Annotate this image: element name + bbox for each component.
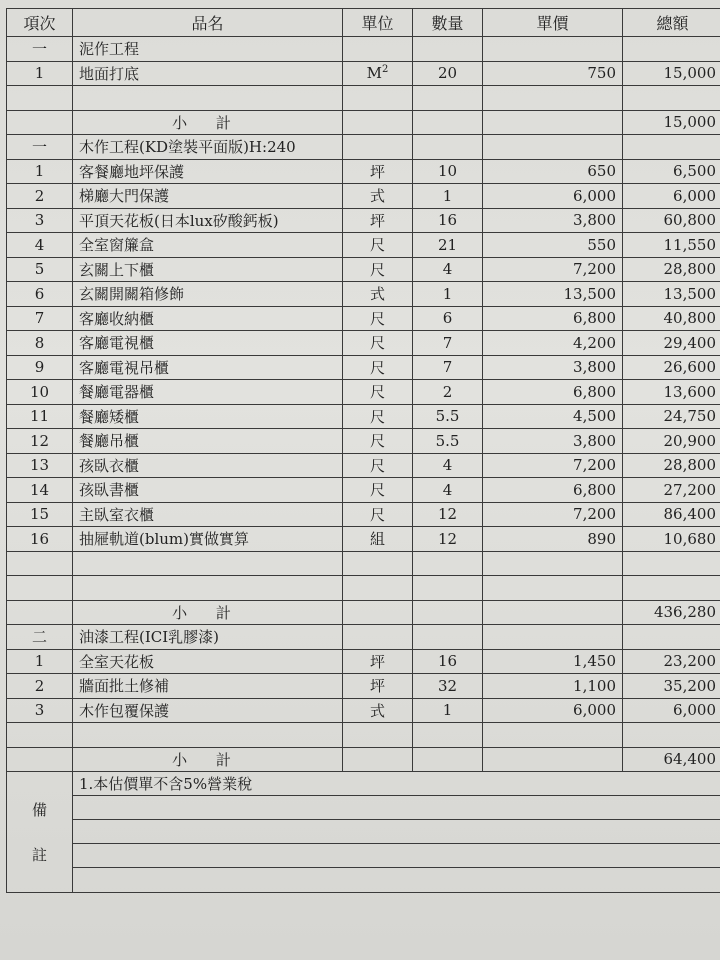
item-name: 玄關上下櫃 — [73, 257, 343, 282]
subtotal-total: 15,000 — [623, 110, 720, 135]
cell-quantity — [413, 600, 483, 625]
header-row — [7, 9, 720, 37]
blank-cell — [343, 551, 413, 576]
item-quantity: 1 — [413, 282, 483, 307]
item-total: 86,400 — [623, 502, 720, 527]
item-unit-price: 3,800 — [483, 429, 623, 454]
table-row — [7, 233, 720, 258]
subtotal-row — [7, 110, 720, 135]
item-unit: 坪 — [343, 159, 413, 184]
item-total: 6,000 — [623, 698, 720, 723]
row-index: 4 — [7, 233, 73, 258]
item-total: 29,400 — [623, 331, 720, 356]
section-row — [7, 625, 720, 650]
row-index: 13 — [7, 453, 73, 478]
item-total: 40,800 — [623, 306, 720, 331]
blank-cell — [483, 576, 623, 601]
blank-cell — [343, 86, 413, 111]
item-name: 玄關開關箱修飾 — [73, 282, 343, 307]
item-quantity: 6 — [413, 306, 483, 331]
item-name: 平頂天花板(日本lux矽酸鈣板) — [73, 208, 343, 233]
row-index: 15 — [7, 502, 73, 527]
row-index: 1 — [7, 61, 73, 86]
table-row — [7, 208, 720, 233]
item-unit-price: 7,200 — [483, 453, 623, 478]
item-unit-price: 750 — [483, 61, 623, 86]
blank-cell — [73, 576, 343, 601]
blank-cell — [483, 551, 623, 576]
item-total: 13,600 — [623, 380, 720, 405]
table-row — [7, 355, 720, 380]
table-body — [7, 37, 720, 772]
subtotal-total: 436,280 — [623, 600, 720, 625]
blank-cell — [623, 551, 720, 576]
item-quantity: 4 — [413, 257, 483, 282]
cell-index — [7, 600, 73, 625]
item-unit-price: 7,200 — [483, 257, 623, 282]
table-row — [7, 61, 720, 86]
item-unit: 組 — [343, 527, 413, 552]
item-unit-price: 3,800 — [483, 208, 623, 233]
item-name: 孩臥書櫃 — [73, 478, 343, 503]
remarks-content-cell — [73, 772, 720, 893]
cell-quantity — [413, 37, 483, 62]
item-total: 35,200 — [623, 674, 720, 699]
item-unit: 式 — [343, 184, 413, 209]
table-row — [7, 453, 720, 478]
cell-unit — [343, 37, 413, 62]
item-name: 客廳電視櫃 — [73, 331, 343, 356]
item-unit: 坪 — [343, 649, 413, 674]
item-unit: 式 — [343, 698, 413, 723]
table-row — [7, 404, 720, 429]
item-total: 15,000 — [623, 61, 720, 86]
cell-unit-price — [483, 625, 623, 650]
item-unit: 尺 — [343, 257, 413, 282]
item-total: 26,600 — [623, 355, 720, 380]
blank-cell — [413, 551, 483, 576]
item-unit-price: 1,100 — [483, 674, 623, 699]
item-name: 客廳收納櫃 — [73, 306, 343, 331]
row-index: 3 — [7, 698, 73, 723]
item-quantity: 5.5 — [413, 429, 483, 454]
item-unit-price: 3,800 — [483, 355, 623, 380]
item-quantity: 1 — [413, 698, 483, 723]
item-name: 牆面批土修補 — [73, 674, 343, 699]
item-unit: 尺 — [343, 355, 413, 380]
item-quantity: 20 — [413, 61, 483, 86]
item-quantity: 1 — [413, 184, 483, 209]
blank-row — [7, 576, 720, 601]
item-unit-price: 650 — [483, 159, 623, 184]
item-unit-price: 4,200 — [483, 331, 623, 356]
item-unit — [343, 61, 413, 86]
item-quantity: 21 — [413, 233, 483, 258]
blank-row — [7, 86, 720, 111]
item-quantity: 2 — [413, 380, 483, 405]
quotation-table — [6, 8, 720, 893]
remarks-title-char-1: 備 — [31, 801, 47, 819]
item-name: 木作包覆保護 — [73, 698, 343, 723]
item-quantity: 7 — [413, 331, 483, 356]
item-total: 23,200 — [623, 649, 720, 674]
item-quantity: 4 — [413, 478, 483, 503]
remarks-title-cell — [7, 772, 73, 893]
row-index: 1 — [7, 649, 73, 674]
table-row — [7, 502, 720, 527]
blank-cell — [343, 723, 413, 748]
cell-unit-price — [483, 747, 623, 772]
row-index: 8 — [7, 331, 73, 356]
remarks-title-char-2: 註 — [31, 846, 47, 864]
item-unit-price: 4,500 — [483, 404, 623, 429]
table-row — [7, 184, 720, 209]
header-index: 項次 — [7, 9, 73, 37]
blank-cell — [413, 576, 483, 601]
remarks-line — [73, 868, 720, 892]
item-unit: 尺 — [343, 453, 413, 478]
item-total: 10,680 — [623, 527, 720, 552]
blank-cell — [623, 723, 720, 748]
section-row — [7, 37, 720, 62]
item-quantity: 12 — [413, 502, 483, 527]
blank-cell — [7, 86, 73, 111]
item-unit: 尺 — [343, 306, 413, 331]
item-total: 11,550 — [623, 233, 720, 258]
row-index: 一 — [7, 135, 73, 160]
item-name: 孩臥衣櫃 — [73, 453, 343, 478]
table-row — [7, 429, 720, 454]
subtotal-total: 64,400 — [623, 747, 720, 772]
blank-cell — [483, 86, 623, 111]
remarks-line — [73, 820, 720, 844]
row-index: 10 — [7, 380, 73, 405]
row-index: 3 — [7, 208, 73, 233]
cell-unit — [343, 135, 413, 160]
item-total: 20,900 — [623, 429, 720, 454]
cell-unit-price — [483, 135, 623, 160]
row-index: 2 — [7, 674, 73, 699]
item-unit-base: M — [366, 64, 382, 83]
item-unit-price: 6,000 — [483, 184, 623, 209]
blank-cell — [623, 576, 720, 601]
item-unit-price: 13,500 — [483, 282, 623, 307]
cell-total — [623, 625, 720, 650]
cell-quantity — [413, 110, 483, 135]
row-index: 1 — [7, 159, 73, 184]
blank-row — [7, 551, 720, 576]
table-row — [7, 674, 720, 699]
item-quantity: 16 — [413, 649, 483, 674]
item-unit-price: 550 — [483, 233, 623, 258]
blank-cell — [413, 86, 483, 111]
item-quantity: 16 — [413, 208, 483, 233]
cell-quantity — [413, 747, 483, 772]
header-item-name: 品名 — [73, 9, 343, 37]
item-name: 主臥室衣櫃 — [73, 502, 343, 527]
section-row — [7, 135, 720, 160]
table-row — [7, 527, 720, 552]
blank-cell — [73, 86, 343, 111]
item-name: 全室天花板 — [73, 649, 343, 674]
cell-unit — [343, 747, 413, 772]
item-unit-price: 6,800 — [483, 478, 623, 503]
remarks-lines — [73, 772, 720, 892]
row-index: 6 — [7, 282, 73, 307]
item-quantity: 10 — [413, 159, 483, 184]
row-index: 5 — [7, 257, 73, 282]
blank-cell — [483, 723, 623, 748]
item-name: 客廳電視吊櫃 — [73, 355, 343, 380]
blank-cell — [413, 723, 483, 748]
subtotal-label: 小 計 — [73, 110, 343, 135]
table-row — [7, 698, 720, 723]
cell-unit — [343, 600, 413, 625]
row-index: 11 — [7, 404, 73, 429]
table-row — [7, 159, 720, 184]
item-total: 6,000 — [623, 184, 720, 209]
item-name: 抽屜軌道(blum)實做實算 — [73, 527, 343, 552]
blank-cell — [7, 576, 73, 601]
blank-cell — [7, 723, 73, 748]
row-index: 12 — [7, 429, 73, 454]
header-unit-price: 單價 — [483, 9, 623, 37]
section-title: 泥作工程 — [73, 37, 343, 62]
blank-cell — [73, 723, 343, 748]
cell-unit-price — [483, 110, 623, 135]
table-row — [7, 282, 720, 307]
cell-unit-price — [483, 600, 623, 625]
table-row — [7, 257, 720, 282]
cell-quantity — [413, 135, 483, 160]
section-title: 木作工程(KD塗裝平面版)H:240 — [73, 135, 343, 160]
header-total: 總額 — [623, 9, 720, 37]
item-unit: 坪 — [343, 208, 413, 233]
item-unit: 尺 — [343, 502, 413, 527]
table-row — [7, 306, 720, 331]
table-row — [7, 331, 720, 356]
table-row — [7, 478, 720, 503]
row-index: 16 — [7, 527, 73, 552]
cell-index — [7, 747, 73, 772]
header-unit: 單位 — [343, 9, 413, 37]
item-name: 客餐廳地坪保護 — [73, 159, 343, 184]
item-total: 60,800 — [623, 208, 720, 233]
item-unit: 尺 — [343, 429, 413, 454]
item-unit: 尺 — [343, 478, 413, 503]
row-index: 14 — [7, 478, 73, 503]
item-name: 地面打底 — [73, 61, 343, 86]
cell-unit — [343, 625, 413, 650]
row-index: 一 — [7, 37, 73, 62]
item-name: 餐廳電器櫃 — [73, 380, 343, 405]
table-row — [7, 380, 720, 405]
item-unit: 尺 — [343, 331, 413, 356]
item-name: 梯廳大門保護 — [73, 184, 343, 209]
item-unit-price: 6,000 — [483, 698, 623, 723]
remarks-line — [73, 844, 720, 868]
blank-cell — [343, 576, 413, 601]
item-total: 24,750 — [623, 404, 720, 429]
item-unit: 式 — [343, 282, 413, 307]
row-index: 二 — [7, 625, 73, 650]
item-quantity: 5.5 — [413, 404, 483, 429]
item-quantity: 32 — [413, 674, 483, 699]
item-name: 餐廳矮櫃 — [73, 404, 343, 429]
item-name: 全室窗簾盒 — [73, 233, 343, 258]
cell-unit-price — [483, 37, 623, 62]
cell-total — [623, 37, 720, 62]
table-row — [7, 649, 720, 674]
section-title: 油漆工程(ICI乳膠漆) — [73, 625, 343, 650]
blank-cell — [623, 86, 720, 111]
item-unit-price: 6,800 — [483, 380, 623, 405]
blank-cell — [7, 551, 73, 576]
remarks-line: 1.本估價單不含5%營業稅 — [73, 772, 720, 796]
blank-row — [7, 723, 720, 748]
item-unit-superscript: 2 — [381, 64, 389, 76]
item-unit-price: 890 — [483, 527, 623, 552]
header-quantity: 數量 — [413, 9, 483, 37]
item-unit: 尺 — [343, 404, 413, 429]
item-total: 6,500 — [623, 159, 720, 184]
row-index: 2 — [7, 184, 73, 209]
cell-quantity — [413, 625, 483, 650]
item-total: 13,500 — [623, 282, 720, 307]
remarks-row — [7, 772, 720, 893]
item-quantity: 4 — [413, 453, 483, 478]
blank-cell — [73, 551, 343, 576]
item-quantity: 7 — [413, 355, 483, 380]
item-unit-price: 6,800 — [483, 306, 623, 331]
item-unit: 坪 — [343, 674, 413, 699]
cell-index — [7, 110, 73, 135]
cell-total — [623, 135, 720, 160]
item-total: 28,800 — [623, 453, 720, 478]
item-unit-price: 1,450 — [483, 649, 623, 674]
subtotal-row — [7, 600, 720, 625]
subtotal-row — [7, 747, 720, 772]
item-unit: 尺 — [343, 380, 413, 405]
item-total: 28,800 — [623, 257, 720, 282]
row-index: 7 — [7, 306, 73, 331]
item-quantity: 12 — [413, 527, 483, 552]
item-name: 餐廳吊櫃 — [73, 429, 343, 454]
item-total: 27,200 — [623, 478, 720, 503]
subtotal-label: 小 計 — [73, 600, 343, 625]
row-index: 9 — [7, 355, 73, 380]
remarks-line — [73, 796, 720, 820]
subtotal-label: 小 計 — [73, 747, 343, 772]
cell-unit — [343, 110, 413, 135]
item-unit-price: 7,200 — [483, 502, 623, 527]
item-unit: 尺 — [343, 233, 413, 258]
